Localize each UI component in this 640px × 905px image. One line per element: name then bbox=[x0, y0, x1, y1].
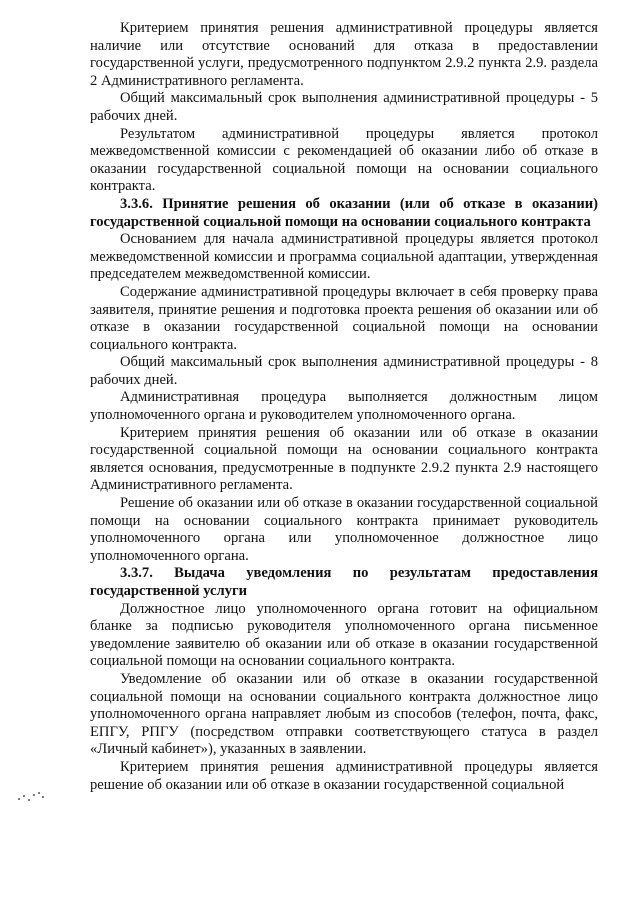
paragraph-max-term-8-days: Общий максимальный срок выполнения административной процедуры - 8 рабочих дней. bbox=[90, 354, 598, 388]
document-page bbox=[90, 20, 598, 794]
paragraph-procedure-basis: Основанием для начала административной процедуры является протокол межведомственной комиссии и программа социальной адаптации, утвержденная председателем межведомственной комиссии. bbox=[90, 231, 598, 283]
paragraph-notification-delivery: Уведомление об оказании или об отказе в оказании государственной социальной помощи на основании социального контракта должностное лицо уполномоченного органа направляет любым из способов (телефон, почта, факс, ЕПГУ, РПГУ (посредством отправки соответствующего статуса в раздел «Личный кабинет»), указанных в заявлении. bbox=[90, 670, 598, 758]
section-heading-3-3-7: 3.3.7. Выдача уведомления по результатам предоставления государственной услуги bbox=[90, 565, 598, 599]
paragraph-procedure-content: Содержание административной процедуры включает в себя проверку права заявителя, принятие решения и подготовка проекта решения об оказании или об отказе в оказании государственной социальной помощи на основании социального контракта. bbox=[90, 283, 598, 353]
paragraph-max-term-5-days: Общий максимальный срок выполнения административной процедуры - 5 рабочих дней. bbox=[90, 90, 598, 124]
paragraph-procedure-result: Результатом административной процедуры является протокол межведомственной комиссии с рекомендацией об оказании либо об отказе в оказании государственной социальной помощи на основании социального контракта. bbox=[90, 125, 598, 195]
paragraph-final-criterion: Критерием принятия решения административной процедуры является решение об оказании или об отказе в оказании государственной социальной bbox=[90, 758, 598, 793]
paragraph-decision-grounds: Критерием принятия решения об оказании или об отказе в оказании государственной социальной помощи на основании социального контракта является основания, предусмотренные в подпункте 2.9.2 пункта 2.9 настоящего Административного регламента. bbox=[90, 424, 598, 494]
paragraph-decision-maker: Решение об оказании или об отказе в оказании государственной социальной помощи на основании социального контракта принимает руководитель уполномоченного органа или уполномоченное должностное лицо уполномоченного органа. bbox=[90, 495, 598, 564]
paragraph-procedure-performer: Административная процедура выполняется должностным лицом уполномоченного органа и руководителем уполномоченного органа. bbox=[90, 389, 598, 424]
scan-noise-dots bbox=[18, 790, 48, 806]
section-heading-3-3-6: 3.3.6. Принятие решения об оказании (или об отказе в оказании) государственной социальной помощи на основании социального контракта bbox=[90, 195, 598, 230]
paragraph-notification-preparation: Должностное лицо уполномоченного органа готовит на официальном бланке за подписью руководителя уполномоченного органа письменное уведомление заявителю об оказании или об отказе в оказании государственной социальной помощи на основании социального контракта. bbox=[90, 600, 598, 670]
paragraph-decision-criterion: Критерием принятия решения административной процедуры является наличие или отсутствие оснований для отказа в предоставлении государственной услуги, предусмотренного подпунктом 2.9.2 пункта 2.9. раздела 2 Административного регламента. bbox=[90, 20, 598, 89]
